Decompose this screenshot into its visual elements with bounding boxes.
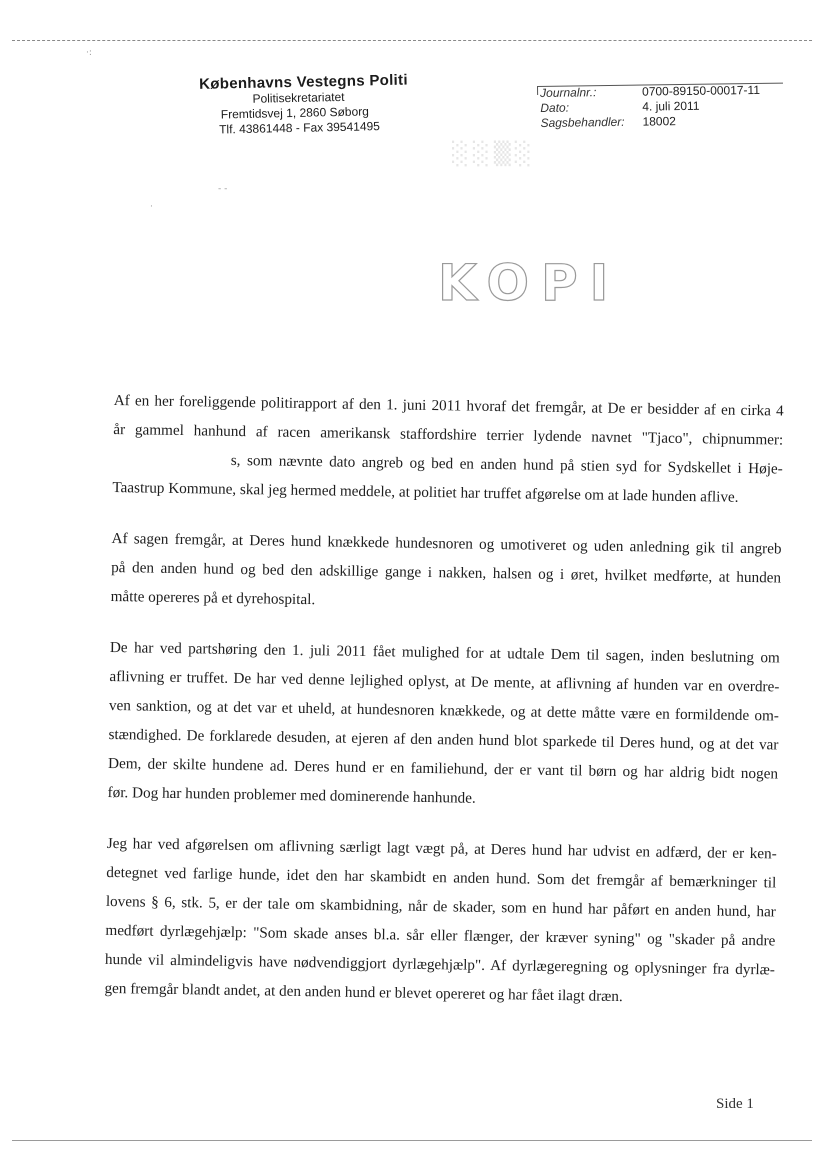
journal-info-block xyxy=(540,83,791,131)
text-line: Af en her foreliggende politirapport af den 1. juni 2011 hvoraf det fremgår, at De er besidder af en cirka 4 xyxy=(113,391,784,420)
paragraph-decision xyxy=(112,386,784,513)
scan-speck: ·: xyxy=(86,48,92,58)
department-name: Politisekretariatet xyxy=(252,89,345,106)
scan-speck: · xyxy=(150,202,153,212)
phone-fax-line: Tlf. 43861448 - Fax 39541495 xyxy=(218,119,381,137)
text-line: på den anden hund og bed den adskillige gange i nakken, halsen og i øret, hvilket medførte, at hunden xyxy=(111,558,782,587)
text-line: måtte opereres på et dyrehospital. xyxy=(110,587,316,609)
text-line: gen fremgår blandt andet, at den anden hund er blevet opereret og har fået ilagt dræn. xyxy=(104,979,623,1006)
text-line: Af sagen fremgår, at Deres hund knækkede hundesnoren og umotiveret og uden anledning gik til angreb xyxy=(111,529,782,558)
letterhead xyxy=(195,71,426,138)
paragraph-hearing xyxy=(107,633,780,818)
scan-edge-top xyxy=(12,40,812,41)
address-line: Fremtidsvej 1, 2860 Søborg xyxy=(220,104,370,122)
text-line: s, som nævnte dato angreb og bed en anden hund på stien syd for Sydskellet i Høje- xyxy=(230,451,783,478)
text-line: medført dyrlægehjælp: "Som skade anses bl.a. sår eller flænger, der kræver syning" og "skader på andre xyxy=(105,921,776,950)
case-handler-row xyxy=(540,113,790,131)
text-line: Dem, der skilte hundene ad. Deres hund er en familiehund, der er vant til børn og har aldrig bidt nogen xyxy=(107,754,779,783)
paragraph-reasoning xyxy=(104,829,777,1014)
journal-number-value: 0700-89150-00017-11 xyxy=(641,82,761,99)
text-line: Taastrup Kommune, skal jeg hermed meddele, at politiet har truffet afgørelse om at lade hunden aflive. xyxy=(112,478,739,506)
paragraph-facts xyxy=(110,524,781,622)
case-handler-value: 18002 xyxy=(642,114,676,129)
text-line: år gammel hanhund af racen amerikansk staffordshire terrier lydende navnet "Tjaco", chipnummer: xyxy=(113,420,784,449)
scan-speck: - - xyxy=(218,184,228,194)
journal-number-label: Journalnr.: xyxy=(540,85,597,100)
text-line: lovens § 6, stk. 5, er der tale om skambidning, når de skader, som en hund har påført en anden hund, har xyxy=(105,892,776,921)
text-line: stændighed. De forklarede desuden, at ejeren af den anden hund blot sparkede til Deres hund, og at det var xyxy=(108,725,779,754)
scan-edge-bottom xyxy=(12,1140,812,1141)
text-line: før. Dog har hunden problemer med dominerende hanhunde. xyxy=(107,783,476,807)
date-value: 4. juli 2011 xyxy=(642,98,700,114)
page-number: Side 1 xyxy=(716,1096,754,1112)
text-line: hunde vil almindeligvis have nødvendiggjort dyrlægehjælp". Af dyrlægeregning og oplysninger fra dyrlæ- xyxy=(104,950,776,979)
text-line: Jeg har ved afgørelsen om aflivning særligt lagt vægt på, at Deres hund har udvist en adfærd, der er ken- xyxy=(106,834,777,863)
date-label: Dato: xyxy=(540,100,570,115)
organization-name: Københavns Vestegns Politi xyxy=(198,71,408,93)
faint-smudge: ░░▒░ xyxy=(452,142,536,167)
copy-stamp: KOPI xyxy=(438,254,621,312)
redacted-area xyxy=(113,463,231,465)
text-line: detegnet ved farlige hunde, idet den har skambidt en anden hund. Som det fremgår af bemærkninger til xyxy=(106,863,777,892)
case-handler-label: Sagsbehandler: xyxy=(540,114,625,130)
letter-body xyxy=(104,386,784,1035)
text-line: aflivning er truffet. De har ved denne lejlighed oplyst, at De mente, at aflivning af hunden var en overdre- xyxy=(109,667,780,696)
text-line: De har ved partshøring den 1. juli 2011 fået mulighed for at udtale Dem til sagen, inden beslutning om xyxy=(109,638,780,667)
text-line: ven sanktion, og at det var et uheld, at hundesnoren knækkede, og at dette måtte være en formildende om- xyxy=(108,696,780,725)
